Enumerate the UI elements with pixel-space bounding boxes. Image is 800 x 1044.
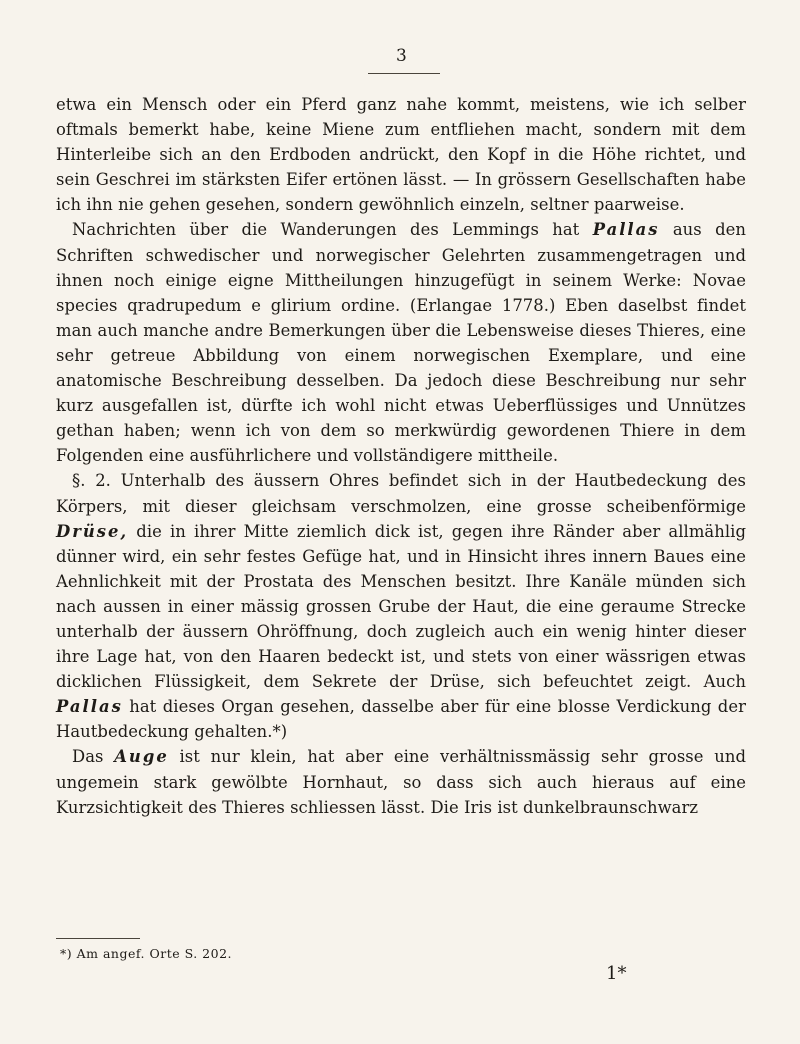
emphasized-term: Drüse, — [56, 521, 129, 541]
text-run: etwa ein Mensch oder ein Pferd ganz nahe kommt, meistens, wie ich selber oftmals bemerkt habe, keine Miene zum entfliehen macht, sondern mit dem Hinterleibe sich an den Erdboden andrückt, den Kopf in die Höhe richtet, und sein Geschrei im stärksten Eifer ertönen lässt. — In grössern Gesellschaften habe ich ihn nie gehen gesehen, sondern gewöhnlich einzeln, seltner paarweise. — [56, 95, 746, 215]
signature-mark: 1* — [606, 963, 627, 984]
paragraph-1 — [56, 92, 746, 217]
text-run: die in ihrer Mitte ziemlich dick ist, gegen ihre Ränder aber allmählig dünner wird, ein sehr festes Gefüge hat, und in Hinsicht ihres innern Baues eine Aehnlichkeit mit der Prostata des Menschen besitzt. Ihre Kanäle münden sich nach aussen in einer mässig grossen Grube der Haut, die eine geraume Strecke unterhalb der äussern Ohröffnung, doch zugleich auch ein wenig hinter dieser ihre Lage hat, von den Haaren bedeckt ist, und stets von einer wässrigen etwas dicklichen Flüssigkeit, dem Sekrete der Drüse, sich befeuchtet zeigt. Auch — [56, 521, 746, 692]
emphasized-name: Pallas — [592, 220, 660, 240]
footnote: *) Am angef. Orte S. 202. — [60, 946, 232, 961]
text-run: ist nur klein, hat aber eine verhältnissmässig sehr grosse und ungemein stark gewölbte Hornhaut, so dass sich auch hieraus auf eine Kurzsichtigkeit des Thieres schliessen lässt. Die Iris ist dunkelbraunschwarz — [56, 747, 746, 817]
text-run: aus den Schriften schwedischer und norwegischer Gelehrten zusammengetragen und ihnen noch einige eigne Mittheilungen hinzugefügt in seinem Werke: Novae species qradrupedum e glirium ordine. (Erlangae 1778.) Eben daselbst findet man auch manche andre Bemerkungen über die Lebensweise dieses Thieres, eine sehr getreue Abbildung von einem norwegischen Exemplare, und eine anatomische Beschreibung desselben. Da jedoch diese Beschreibung nur sehr kurz ausgefallen ist, dürfte ich wohl nicht etwas Ueberflüssiges und Unnützes gethan haben; wenn ich von dem so merkwürdig gewordenen Thiere in dem Folgenden eine ausführlichere und vollständigere mittheile. — [56, 220, 746, 466]
header-rule — [368, 73, 440, 74]
text-run: Das — [72, 747, 115, 767]
page-number: 3 — [396, 46, 407, 66]
body-text — [56, 92, 746, 820]
footnote-rule — [56, 938, 140, 939]
emphasized-term: Auge — [114, 747, 169, 767]
paragraph-3 — [56, 468, 746, 744]
text-run: Nachrichten über die Wanderungen des Lemmings hat — [72, 220, 593, 240]
paragraph-4 — [56, 744, 746, 819]
paragraph-2 — [56, 217, 746, 468]
text-run: §. 2. Unterhalb des äussern Ohres befindet sich in der Hautbedeckung des Körpers, mit dieser gleichsam verschmolzen, eine grosse scheibenförmige — [56, 471, 746, 516]
text-run: hat dieses Organ gesehen, dasselbe aber für eine blosse Verdickung der Hautbedeckung gehalten.*) — [56, 697, 746, 742]
emphasized-name: Pallas — [56, 697, 123, 717]
